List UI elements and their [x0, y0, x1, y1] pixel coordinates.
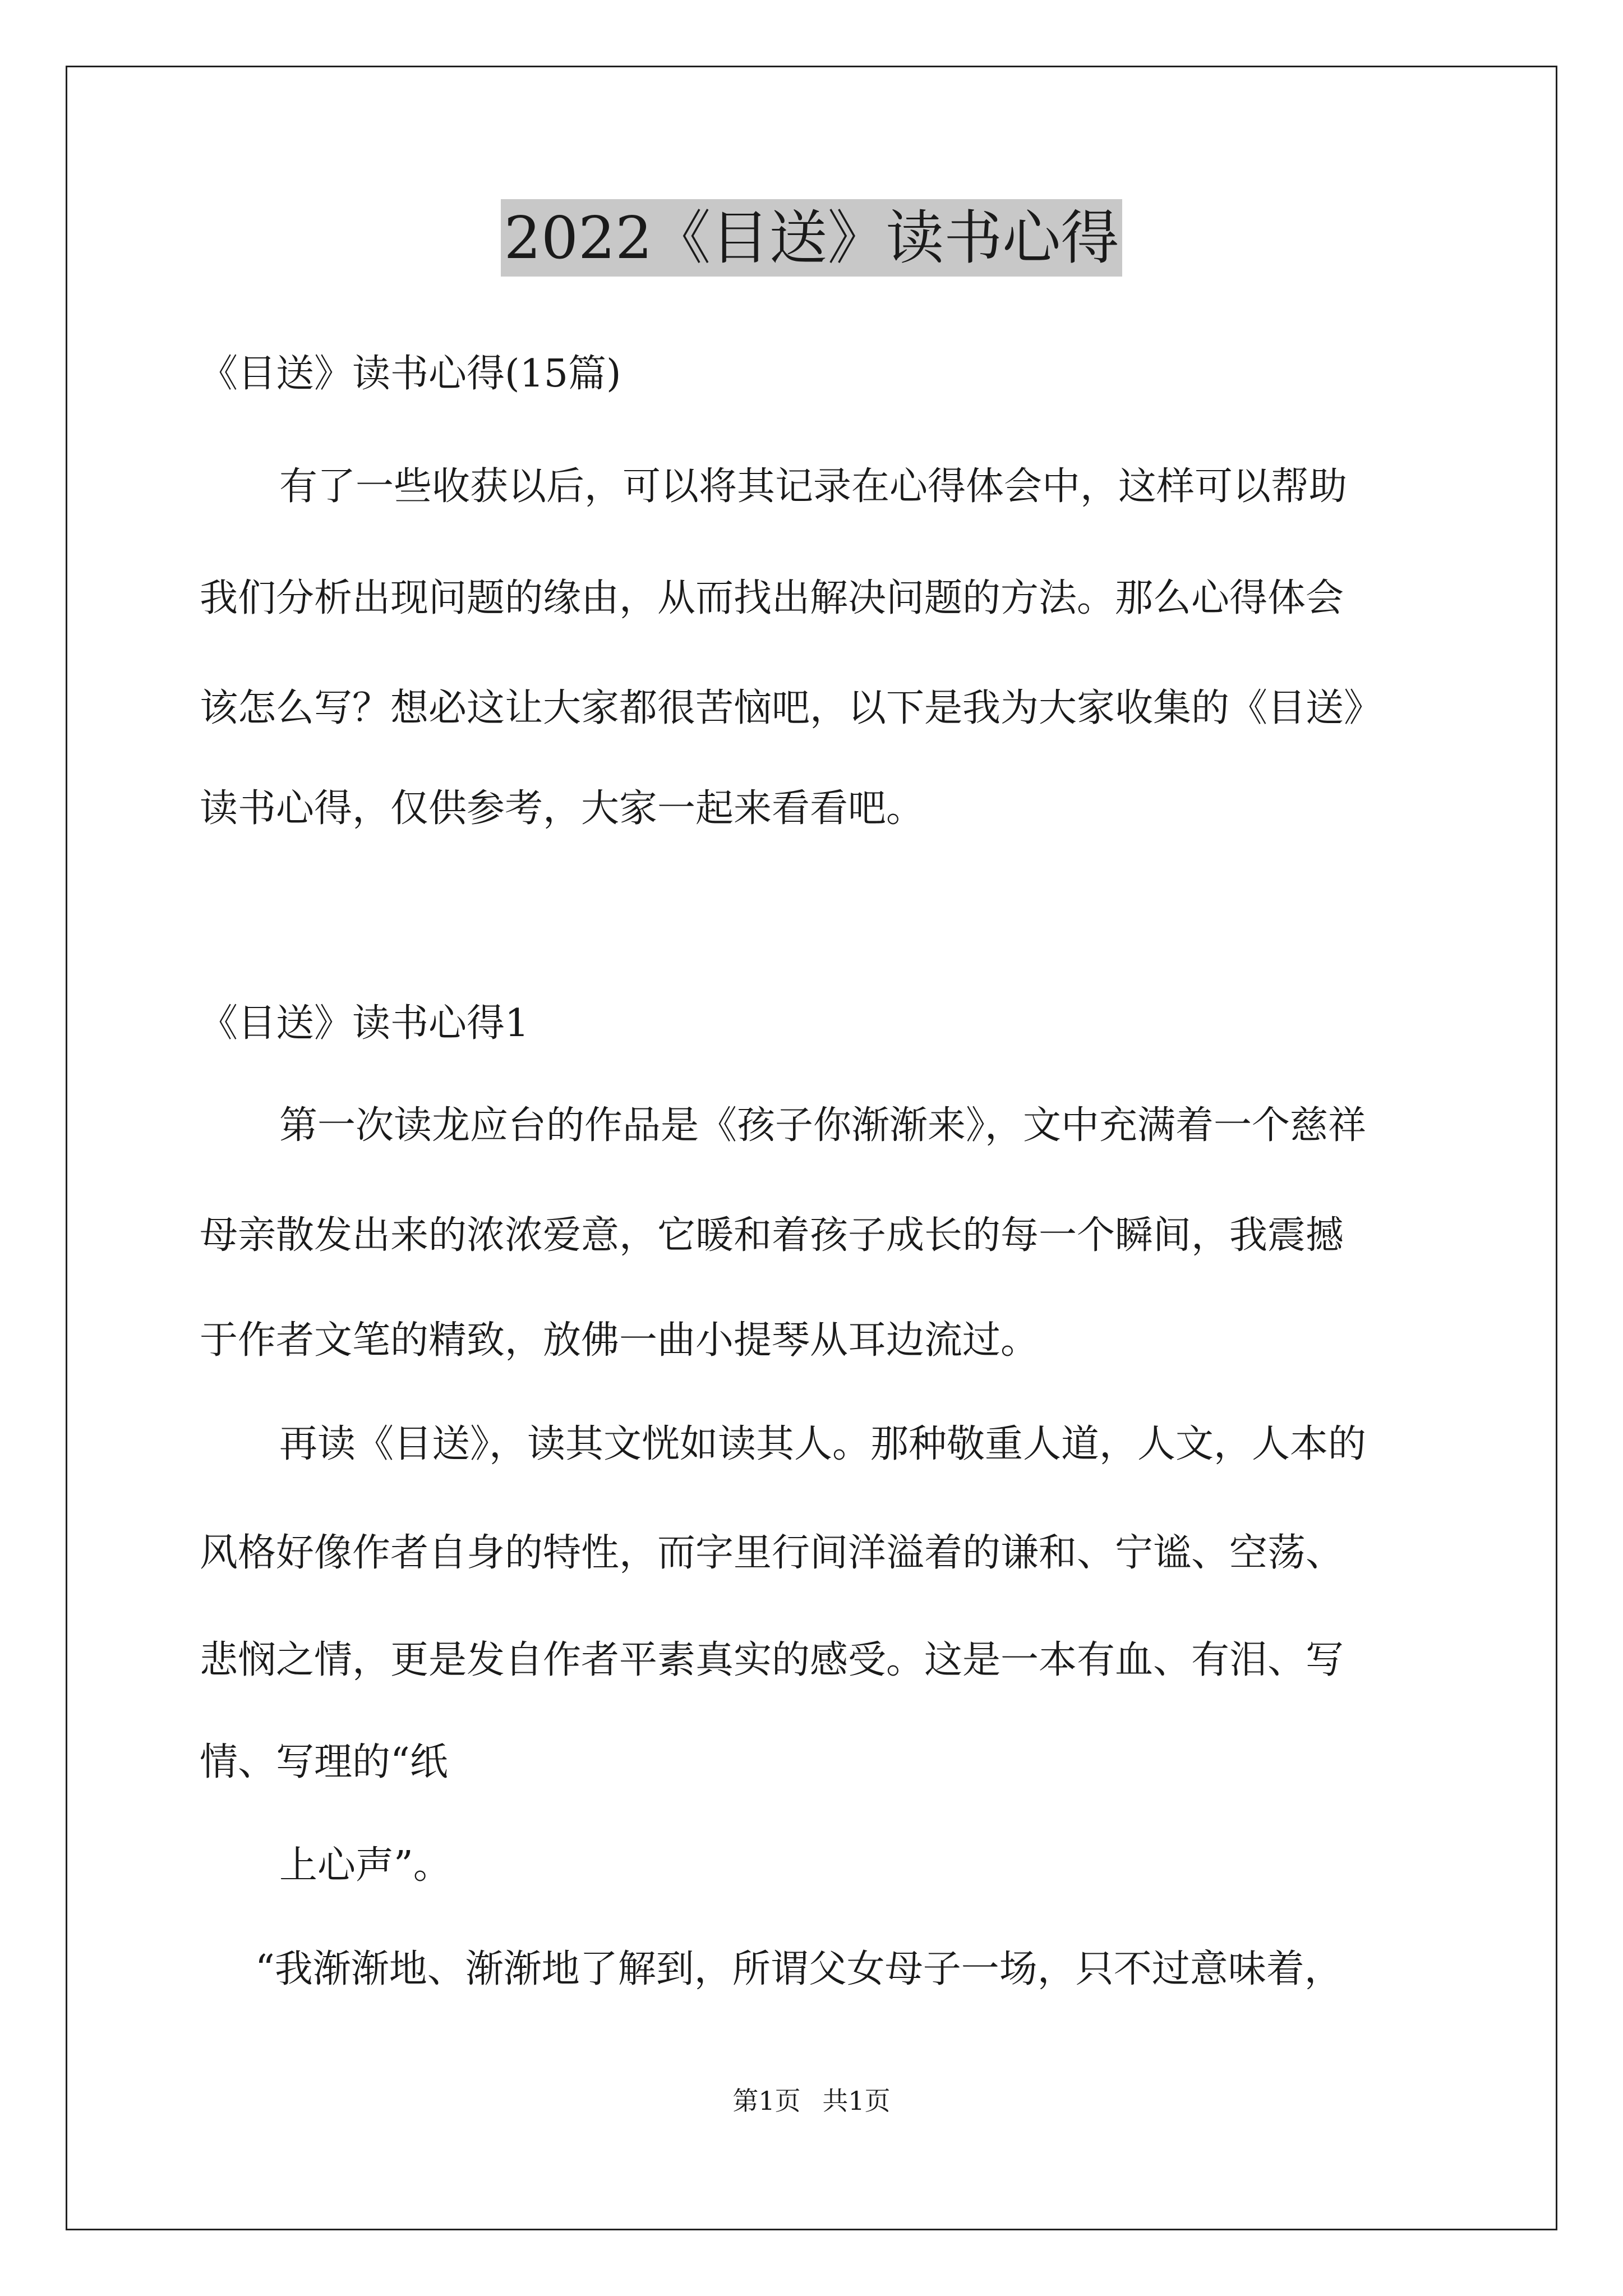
document-title: 2022《目送》读书心得 — [501, 199, 1123, 277]
intro-line-3: 该怎么写？想必这让大家都很苦恼吧，以下是我为大家收集的《目送》 — [200, 686, 1382, 730]
intro-line-1: 有了一些收获以后，可以将其记录在心得体会中，这样可以帮助 — [279, 464, 1348, 509]
paragraph2-line-4: 情、写理的“纸 — [200, 1740, 448, 1784]
page-footer — [0, 2084, 1623, 2118]
paragraph1-line-2: 母亲散发出来的浓浓爱意，它暖和着孩子成长的每一个瞬间，我震撼 — [200, 1213, 1344, 1258]
intro-line-2: 我们分析出现问题的缘由，从而找出解决问题的方法。那么心得体会 — [200, 576, 1344, 620]
paragraph4-line: “我渐渐地、渐渐地了解到，所谓父女母子一场，只不过意味着， — [255, 1947, 1343, 1991]
title-container — [0, 199, 1623, 277]
section-heading: 《目送》读书心得1 — [200, 1001, 529, 1046]
page-number: 第1页 — [732, 2086, 801, 2116]
paragraph2-line-3: 悲悯之情，更是发自作者平素真实的感受。这是一本有血、有泪、写 — [200, 1638, 1344, 1682]
paragraph3-line: 上心声”。 — [279, 1843, 451, 1888]
intro-line-4: 读书心得，仅供参考，大家一起来看看吧。 — [200, 786, 925, 831]
paragraph2-line-2: 风格好像作者自身的特性，而字里行间洋溢着的谦和、宁谧、空荡、 — [200, 1531, 1344, 1575]
paragraph1-line-1: 第一次读龙应台的作品是《孩子你渐渐来》，文中充满着一个慈祥 — [279, 1103, 1367, 1148]
paragraph2-line-1: 再读《目送》，读其文恍如读其人。那种敬重人道，人文，人本的 — [279, 1422, 1367, 1466]
page-total: 共1页 — [822, 2086, 891, 2116]
paragraph1-line-3: 于作者文笔的精致，放佛一曲小提琴从耳边流过。 — [200, 1318, 1039, 1363]
document-subtitle: 《目送》读书心得(15篇) — [200, 352, 621, 396]
